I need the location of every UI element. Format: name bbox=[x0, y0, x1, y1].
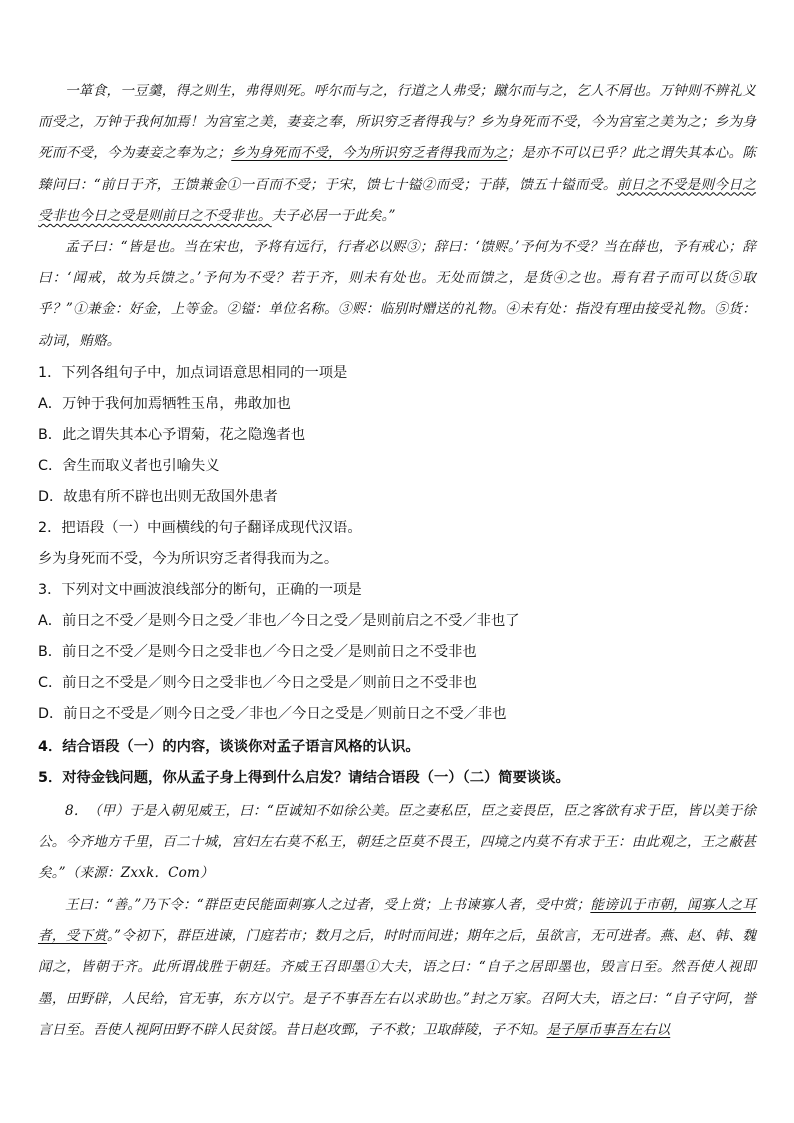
question-3-option-d[interactable]: D．前日之不受是／则今日之受／非也／今日之受是／则前日之不受／非也 bbox=[38, 706, 507, 722]
underlined-sentence: 是子厚币事吾左右以 bbox=[546, 1021, 671, 1038]
question-1-option-d[interactable]: D．故患有所不辟也出则无敌国外患者 bbox=[38, 489, 278, 505]
question-2: 2．把语段（一）中画横线的句子翻译成现代汉语。 bbox=[38, 520, 362, 536]
question-3: 3．下列对文中画波浪线部分的断句，正确的一项是 bbox=[38, 582, 362, 598]
question-1-option-c[interactable]: C．舍生而取义者也引喻失义 bbox=[38, 458, 220, 474]
passage-text: 。”令初下，群臣进谏，门庭若市；数月之后，时时而间进；期年之后，虽欲言，无可进者。燕、赵、韩、魏闻之，皆朝于齐。此所谓战胜于朝廷。齐威王召即墨①大夫，语之曰：“自子之居即墨也，毁言日至。然吾使人视即墨，田野辟，人民给，官无事，东方以宁。是子不事吾左右以求助也。”封之万家。召阿大夫，语之曰：“自子守阿，誉言日至。吾使人视阿田野不辟人民贫馁。昔日赵攻鄄，子不救；卫取薛陵，子不知。 bbox=[38, 928, 756, 1038]
passage-two-paragraph-two bbox=[38, 890, 756, 1046]
question-1-option-b[interactable]: B．此之谓失其本心予谓菊，花之隐逸者也 bbox=[38, 427, 306, 443]
question-5: 5．对待金钱问题，你从孟子身上得到什么启发？请结合语段（一）（二）简要谈谈。 bbox=[38, 770, 570, 786]
passage-text: 王曰：“善。”乃下令：“群臣吏民能面刺寡人之过者，受上赏；上书谏寡人者，受中赏； bbox=[65, 897, 591, 913]
passage-one-paragraph-two: 孟子曰：“皆是也。当在宋也，予将有远行，行者必以赆③；辞曰：‘馈赆。’予何为不受？当在薛也，予有戒心；辞曰：‘闻戒，故为兵馈之。’予何为不受？若于齐，则未有处也。无处而馈之，是货④之也。焉有君子而可以货⑤取乎？”①兼金：好金，上等金。②镒：单位名称。③赆：临别时赠送的礼物。④未有处：指没有理由接受礼物。⑤货：动词，贿赂。 bbox=[38, 239, 756, 349]
wavy-underlined-sentence: 前日之不受是则今日之受非也今日之受是则前日之不受非也。 bbox=[38, 176, 757, 224]
question-1: 1．下列各组句子中，加点词语意思相同的一项是 bbox=[38, 365, 348, 381]
question-1-option-a[interactable]: A．万钟于我何加焉牺牲玉帛，弗敢加也 bbox=[38, 396, 291, 412]
passage-one-paragraph-one bbox=[38, 76, 756, 232]
passage-text: ；是亦不可以已乎？此之谓失其本心。陈臻问曰：“前日于齐，王馈兼金①一百而不受；于宋，馈七十镒②而受；于薛，馈五十镒而受。 bbox=[38, 145, 757, 193]
question-3-option-a[interactable]: A．前日之不受／是则今日之受／非也／今日之受／是则前启之不受／非也了 bbox=[38, 613, 520, 629]
underlined-sentence: 乡为身死而不受，今为所识穷乏者得我而为之 bbox=[231, 145, 508, 162]
passage-text: 夫子必居一于此矣。” bbox=[271, 207, 396, 224]
underlined-sentence: 能谤讥于市朝，闻寡人之耳者，受下赏 bbox=[38, 897, 756, 945]
question-3-option-c[interactable]: C．前日之不受是／则今日之受非也／今日之受是／则前日之不受非也 bbox=[38, 675, 477, 691]
passage-two-paragraph-one: 8． （甲）于是入朝见威王，曰：“臣诚知不如徐公美。臣之妻私臣，臣之妾畏臣，臣之客欲有求于臣，皆以美于徐公。今齐地方千里，百二十城，宫妇左右莫不私王，朝廷之臣莫不畏王，四境之内莫不有求于王：由此观之，王之蔽甚矣。”（来源：Zxxk．Com） bbox=[38, 803, 756, 882]
question-4: 4．结合语段（一）的内容，谈谈你对孟子语言风格的认识。 bbox=[38, 739, 420, 755]
passage-text: 一箪食，一豆羹，得之则生，弗得则死。呼尔而与之，行道之人弗受；蹴尔而与之，乞人不屑也。万钟则不辨礼义而受之，万钟于我何加焉！为宫室之美，妻妾之奉，所识穷乏者得我与？乡为身死而不受，今为宫室之美为之；乡为身死而不受，今为妻妾之奉为之； bbox=[38, 83, 756, 162]
question-2-sentence: 乡为身死而不受，今为所识穷乏者得我而为之。 bbox=[38, 551, 339, 567]
question-3-option-b[interactable]: B．前日之不受／是则今日之受非也／今日之受／是则前日之不受非也 bbox=[38, 644, 477, 660]
